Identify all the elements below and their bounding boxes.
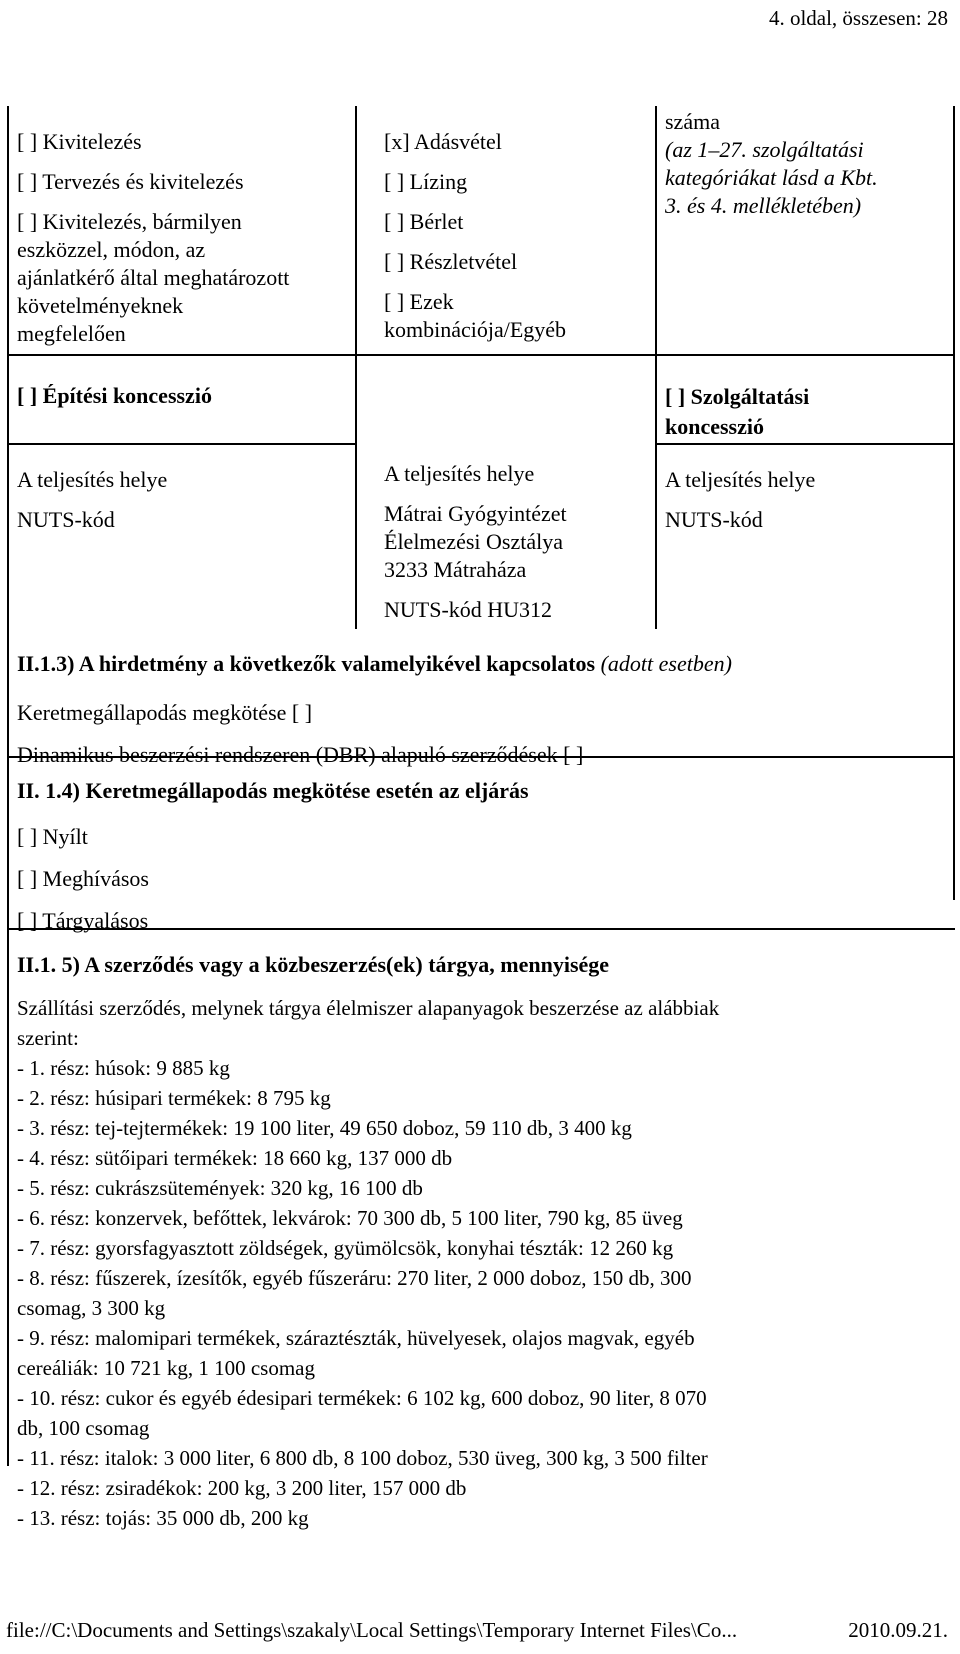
footer-path: file://C:\Documents and Settings\szakaly\Local Settings\Temporary Internet Files\Co... — [6, 1618, 738, 1642]
option-berlet: [ ] Bérlet — [384, 209, 464, 234]
option-adasvetel: [x] Adásvétel — [384, 129, 502, 154]
col3-text: száma (az 1–27. szolgáltatási kategóriákat lásd a Kbt. 3. és 4. mellékletében) — [665, 109, 878, 218]
footer-date: 2010.09.21. — [848, 1618, 948, 1642]
section-115-title: II.1. 5) A szerződés vagy a közbeszerzés(ek) tárgya, mennyisége — [17, 952, 610, 977]
col1-long-option: [ ] Kivitelezés, bármilyen eszközzel, módon, az ajánlatkérő által meghatározott követelményeknek megfelelően — [17, 209, 290, 346]
row-line-2b — [655, 443, 955, 445]
place-right: A teljesítés helye NUTS-kód — [665, 467, 816, 532]
divider-col2 — [655, 106, 657, 629]
row-line-2 — [7, 443, 357, 445]
option-lizing: [ ] Lízing — [384, 169, 468, 194]
option-tervezes-kivitelezes: [ ] Tervezés és kivitelezés — [17, 169, 244, 194]
border-left — [7, 106, 9, 1466]
szolgaltatasi-koncesszio: [ ] Szolgáltatási koncesszió — [665, 384, 810, 439]
section-115-body: Szállítási szerződés, melynek tárgya élelmiszer alapanyagok beszerzése az alábbiak szerint: - 1. rész: húsok: 9 885 kg - 2. rész: húsipari termékek: 8 795 kg - 3. rész: tej-tejtermékek: 19 100 liter, 49 650 doboz, 59 110 db, 3 400 kg - 4. rész: sütőipari termékek: 18 660 kg, 137 000 db - 5. rész: cukrászsütemények: 320 kg, 16 100 db - 6. rész: konzervek, befőttek, lekvárok: 70 300 db, 5 100 liter, 790 kg, 85 üveg - 7. rész: gyorsfagyasztott zöldségek, gyümölcsök, konyhai tészták: 12 260 kg - 8. rész: fűszerek, ízesítők, egyéb fűszeráru: 270 liter, 2 000 doboz, 150 db, 300 csomag, 3 300 kg - 9. rész: malomipari termékek, száraztészták, hüvelyesek, olajos magvak, egyéb cereáliák: 10 721 kg, 1 100 csomag - 10. rész: cukor és egyéb édesipari termékek: 6 102 kg, 600 doboz, 90 liter, 8 070 db, 100 csomag - 11. rész: italok: 3 000 liter, 6 800 db, 8 100 doboz, 530 üveg, 300 kg, 3 500 filter - 12. rész: zsiradékok: 200 kg, 3 200 liter, 157 000 db - 13. rész: tojás: 35 000 db, 200 kg — [17, 996, 720, 1530]
row-line-4 — [7, 928, 955, 930]
place-mid: A teljesítés helye Mátrai Gyógyintézet Élelmezési Osztálya 3233 Mátraháza NUTS-kód HU312 — [384, 461, 567, 622]
section-113-title: II.1.3) A hirdetmény a következők valamelyikével kapcsolatos (adott esetben) — [17, 651, 732, 676]
col1-options — [17, 122, 244, 202]
option-reszletvetel: [ ] Részletvétel — [384, 249, 518, 274]
place-left: A teljesítés helye NUTS-kód — [17, 467, 168, 532]
divider-col1 — [355, 106, 357, 444]
section-114-options: [ ] Nyílt [ ] Meghívásos [ ] Tárgyalásos — [17, 824, 149, 933]
col2-options — [384, 122, 517, 282]
page-number: 4. oldal, összesen: 28 — [768, 6, 948, 30]
epitesi-koncesszio: [ ] Építési koncesszió — [17, 383, 212, 408]
divider-col1b — [355, 444, 357, 629]
section-113-body: Keretmegállapodás megkötése [ ] Dinamikus beszerzési rendszeren (DBR) alapuló szerződések [ ] — [17, 700, 584, 767]
row-line-1 — [7, 354, 955, 356]
option-kivitelezes: [ ] Kivitelezés — [17, 129, 142, 154]
border-right — [953, 106, 955, 900]
col2-long-option: [ ] Ezek kombinációja/Egyéb — [384, 289, 567, 342]
section-114-title: II. 1.4) Keretmegállapodás megkötése esetén az eljárás — [17, 778, 529, 803]
